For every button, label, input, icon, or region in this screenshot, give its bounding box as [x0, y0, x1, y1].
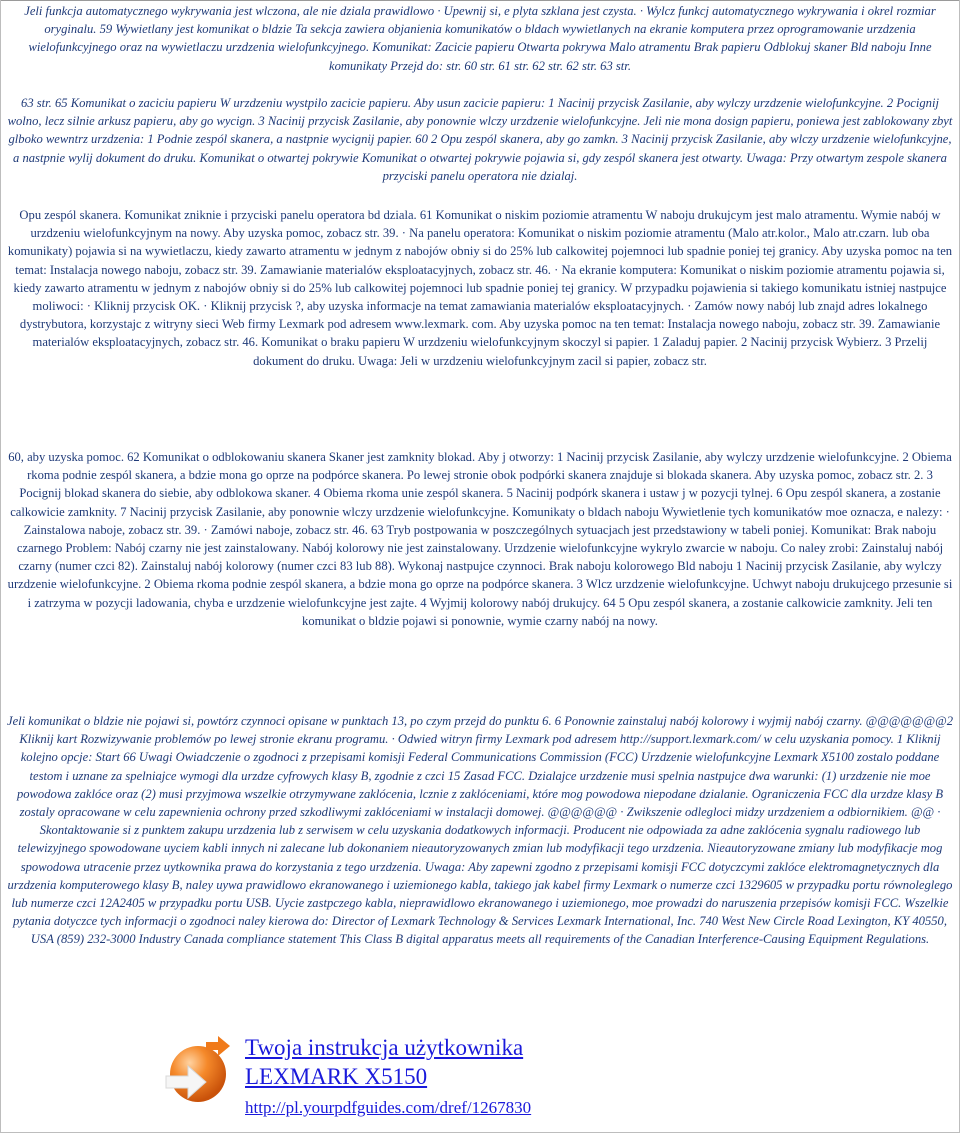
orange-ball-arrow-icon [160, 1032, 232, 1110]
footer-links [245, 1034, 531, 1120]
top-border [0, 0, 960, 1]
text-block-paper-jam: 63 str. 65 Komunikat o zaciciu papieru W urzdzeniu wystpilo zacicie papieru. Aby usun zacicie papieru: 1 Nacinij przycisk Zasilanie, aby wylczy urzdzenie wielofunkcyjne. 2 Pocignij wolno, lecz silnie arkusz papieru, aby go wycign. 3 Nacinij przycisk Zasilanie, aby ponownie wlczy urzdzenie wielofunkcyjne. Jeli nie mona dosign papieru, poniewa jest zablokowany zbyt glboko wewntrz urzdzenia: 1 Podnie zespól skanera, a nastpnie wycignij papier. 60 2 Opu zespól skanera, aby go zamkn. 3 Nacinij przycisk Zasilanie, aby wlczy urzdzenie wielofunkcyjne, a nastpnie wylij dokument do druku. Komunikat o otwartej pokrywie Komunikat o otwartej pokrywie pojawia si, gdy zespól skanera jest otwarty. Uwaga: Przy otwartym zespole skanera przyciski panelu operatora nie dzialaj. [7, 96, 953, 183]
left-border [0, 0, 1, 1133]
text-block-error-messages-intro: Jeli funkcja automatycznego wykrywania jest wlczona, ale nie dziala prawidlowo · Upewnij si, e plyta szklana jest czysta. · Wylcz funkcj automatycznego wykrywania i okrel rozmiar oryginalu. 59 Wywietlany jest komunikat o bldzie Ta sekcja zawiera objanienia komunikatów o bldach wywietlanych na ekranie komputera przez oprogramowanie urzdzenia wielofunkcyjnego oraz na wywietlaczu urzdzenia wielofunkcyjnego. Komunikat: Zacicie papieru Otwarta pokrywa Malo atramentu Brak papieru Odblokuj skaner Bld naboju Inne komunikaty Przejd do: str. 60 str. 61 str. 62 str. 62 str. 63 str. [24, 4, 936, 73]
manual-title-link[interactable]: Twoja instrukcja użytkownika [245, 1035, 524, 1060]
text-block-fcc-notices: Jeli komunikat o bldzie nie pojawi si, powtórz czynnoci opisane w punktach 13, po czym przejd do punktu 6. 6 Ponownie zainstaluj nabój kolorowy i wyjmij nabój czarny. @@@@@@@2 Kliknij kart Rozwizywanie problemów po lewej stronie ekranu programu. · Odwied witryn firmy Lexmark pod adresem http://support.lexmark.com/ w celu uzyskania pomocy. 1 Kliknij kolejno opcje: Start 66 Uwagi Owiadczenie o zgodnoci z przepisami komisji Federal Communications Commission (FCC) Urzdzenie wielofunkcyjne Lexmark X5100 zostalo poddane testom i uznane za spelniajce wymogi dla urzdze cyfrowych klasy B, zgodnie z czci 15 Zasad FCC. Dzialajce urzdzenie musi spelnia nastpujce dwa warunki: (1) urzdzenie nie moe powodowa zaklóce oraz (2) musi przyjmowa wszelkie otrzymywane zaklócenia, lcznie z zaklóceniami, które mog powodowa niepodane dzialanie. Ograniczenia FCC dla urzdze klasy B zostaly opracowane w celu zapewnienia ochrony przed szkodliwymi zaklóceniami w instalacji domowej. @@@@@@ · Zwikszenie odlegloci midzy urzdzeniem a odbiornikiem. @@ · Skontaktowanie si z punktem zakupu urzdzenia lub z serwisem w celu uzyskania dodatkowych informacji. Producent nie odpowiada za adne zaklócenia sygnalu radiowego lub telewizyjnego spowodowane uyciem kabli innych ni zalecane lub dokonaniem nieautoryzowanych zmian lub modyfikacji tego urzdzenia. Nieautoryzowane zmiany lub modyfikacje mog spowodowa utracenie przez uytkownika prawa do korzystania z tego urzdzenia. Uwaga: Aby zapewni zgodno z przepisami komisji FCC dotyczcymi zaklóce elektromagnetycznych dla urzdzenia komputerowego klasy B, naley uywa prawidlowo ekranowanego i uziemionego kabla, takiego jak kabel firmy Lexmark o numerze czci 1329605 w przypadku portu równoleglego lub numerze czci 12A2405 w przypadku portu USB. Uycie zastpczego kabla, nieprawidlowo ekranowanego i uziemionego, moe prowadzi do naruszenia przepisów komisji FCC. Wszelkie pytania dotyczce tych informacji o zgodnoci naley kierowa do: Director of Lexmark Technology & Services Lexmark International, Inc. 740 West New Circle Road Lexington, KY 40550, USA (859) 232-3000 Industry Canada compliance statement This Class B digital apparatus meets all requirements of the Canadian Interference-Causing Equipment Regulations. [6, 714, 954, 947]
text-block-low-ink: Opu zespól skanera. Komunikat zniknie i przyciski panelu operatora bd dziala. 61 Komunikat o niskim poziomie atramentu W naboju drukujcym jest malo atramentu. Wymie nabój w urzdzeniu wielofunkcyjnym na nowy. Aby uzyska pomoc, zobacz str. 39. · Na panelu operatora: Komunikat o niskim poziomie atramentu (Malo atr.kolor., Malo atr.czarn. lub oba komunikaty) pojawia si na wywietlaczu, kiedy zawarto atramentu w jednym z nabojów obniy si do 25% lub calkowitej pojemnoci lub spadnie poniej tej granicy. Aby uzyska pomoc na ten temat: Instalacja nowego naboju, zobacz str. 39. Zamawianie materialów eksploatacyjnych, zobacz str. 46. · Na ekranie komputera: Komunikat o niskim poziomie atramentu pojawia si, kiedy zawarto atramentu w jednym z nabojów obniy si do 25% lub calkowitej pojemnoci lub spadnie poniej tej granicy. W przypadku pojawienia si takiego komunikatu istniej nastpujce moliwoci: · Kliknij przycisk OK. · Kliknij przycisk ?, aby uzyska informacje na temat zamawiania materialów eksploatacyjnych. · Zamów nowy nabój lub znajd adres lokalnego dystrybutora, korzystajc z witryny sieci Web firmy Lexmark pod adresem www.lexmark. com. Aby uzyska pomoc na ten temat: Instalacja nowego naboju, zobacz str. 39. Zamawianie materialów eksploatacyjnych, zobacz str. 46. Komunikat o braku papieru W urzdzeniu wielofunkcyjnym skoczyl si papier. 1 Zaladuj papier. 2 Nacinij przycisk Wybierz. 3 Przelij dokument do druku. Uwaga: Jeli w urzdzeniu wielofunkcyjnym zacil si papier, zobacz str. [7, 208, 953, 368]
manual-url-link[interactable]: http://pl.yourpdfguides.com/dref/1267830 [245, 1098, 532, 1117]
product-name-link[interactable]: LEXMARK X5150 [245, 1064, 428, 1089]
text-block-scanner-unlock: 60, aby uzyska pomoc. 62 Komunikat o odblokowaniu skanera Skaner jest zamknity blokad. Aby j otworzy: 1 Nacinij przycisk Zasilanie, aby wylczy urzdzenie wielofunkcyjne. 2 Obiema rkoma podnie zespól skanera, a bdzie mona go oprze na podpórce skanera. Po lewej stronie obok podpórki skanera znajduje si blokada skanera. Aby uzyska pomoc, zobacz str. 2. 3 Pocignij blokad skanera do siebie, aby odblokowa skaner. 4 Obiema rkoma unie zespól skanera. 5 Nacinij podpórk skanera i ustaw j w pozycji tylnej. 6 Opu zespól skanera, a zostanie calkowicie zamknity. 7 Nacinij przycisk Zasilanie, aby ponownie wlczy urzdzenie wielofunkcyjne. Komunikaty o bldach naboju Wywietlenie tych komunikatów moe oznacza, e nalezy: · Zainstalowa naboje, zobacz str. 39. · Zamówi naboje, zobacz str. 46. 63 Tryb postpowania w poszczególnych sytuacjach jest przedstawiony w tabeli poniej. Komunikat: Brak naboju czarnego Problem: Nabój czarny nie jest zainstalowany. Nabój kolorowy nie jest zainstalowany. Urzdzenie wielofunkcyjne wykrylo zwarcie w naboju. Co naley zrobi: Zainstaluj nabój czarny (numer czci 82). Zainstaluj nabój kolorowy (numer czci 83 lub 88). Wykonaj nastpujce czynnoci. Brak naboju kolorowego Bld naboju 1 Nacinij przycisk Zasilanie, aby wylczy urzdzenie wielofunkcyjne. 2 Obiema rkoma podnie zespól skanera, a bdzie mona go oprze na podpórce skanera. 3 Wlcz urzdzenie wielofunkcyjne. Uchwyt naboju drukujcego przesunie si i zatrzyma w pozycji ladowania, chyba e urzdzenie wielofunkcyjne jest zajte. 4 Wyjmij kolorowy nabój drukujcy. 64 5 Opu zespól skanera, a zostanie calkowicie zamknity. Jeli ten komunikat o bldzie pojawi si ponownie, wymie czarny nabój na nowy. [7, 450, 953, 628]
